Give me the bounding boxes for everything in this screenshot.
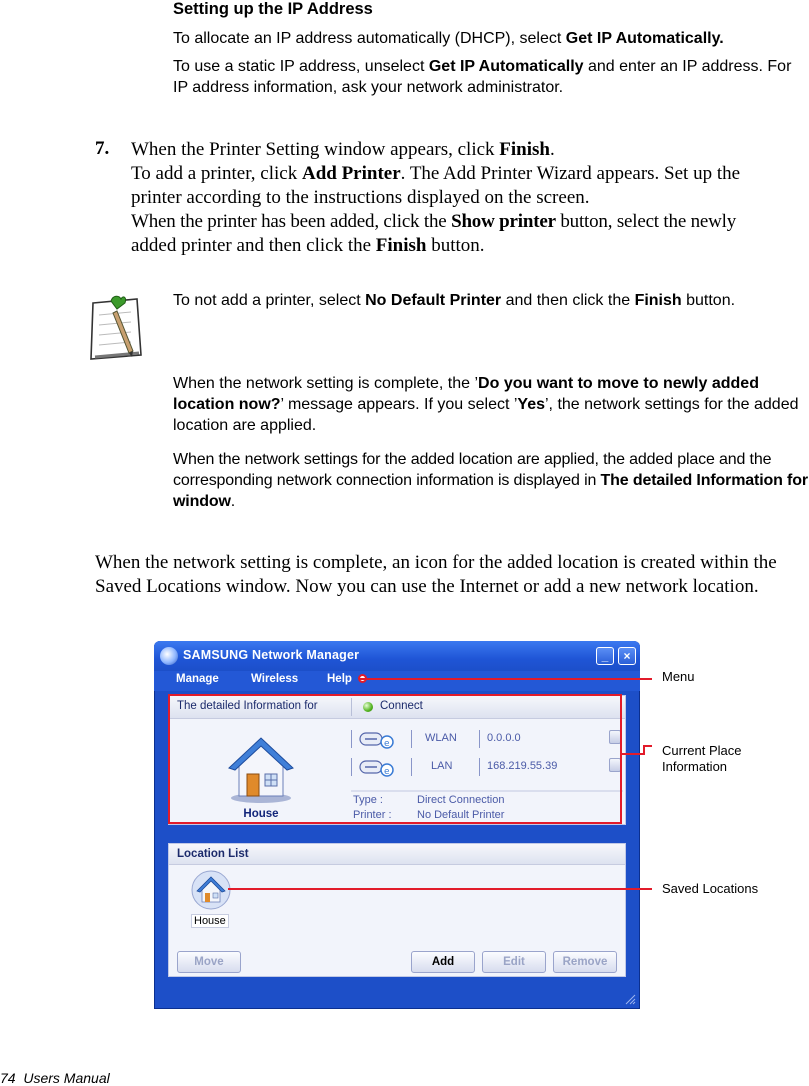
saved-locations-callout-line [228,888,652,890]
current-place-callout-line [622,694,652,824]
location-list-panel [168,843,626,951]
dhcp-paragraph: To allocate an IP address automatically (DHCP), select Get IP Automatically. [173,30,724,47]
title-bar [154,641,640,671]
type-value: Direct Connection [417,794,505,806]
connection-ip: 168.219.55.39 [487,760,558,772]
remove-button[interactable]: Remove [553,951,617,973]
current-place-callout-label: Current Place Information [662,743,742,774]
printer-value: No Default Printer [417,809,505,821]
resize-grip-icon[interactable] [624,993,636,1005]
menu-wireless[interactable]: Wireless [251,673,299,685]
move-button[interactable]: Move [177,951,241,973]
connection-status: Connect [380,700,423,712]
add-button[interactable]: Add [411,951,475,973]
house-icon[interactable] [191,870,231,910]
saved-locations-callout-label: Saved Locations [662,881,759,896]
minimize-button[interactable]: _ [596,647,614,665]
saved-location-name[interactable]: House [191,914,229,928]
step-7-text: When the Printer Setting window appears, click Finish. To add a printer, click Add Printer. The Add Printer Wizard appears. Set up the printer according to the instructions displayed on the screen. When the printer has been added, click the Show printer button, select the newly added printer and then click the Finish button. [131,139,741,256]
page-footer: 74 Users Manual [0,1070,110,1086]
button-bar [168,947,626,977]
connection-type: WLAN [425,732,457,744]
note-no-printer: To not add a printer, select No Default Printer and then click the Finish button. [173,292,736,309]
samsung-logo-icon [160,647,178,665]
note-move-location: When the network setting is complete, the ’Do you want to move to newly added location now?’ message appears. If you select ’Yes’, the network settings for the added location are applied. [173,375,799,434]
static-ip-paragraph: To use a static IP address, unselect Get IP Automatically and enter an IP address. For IP address information, ask your network administrator. [173,58,792,96]
connection-type: LAN [431,760,453,772]
detail-title: The detailed Information for [177,700,318,712]
window-title: SAMSUNG Network Manager [183,648,360,662]
menu-bar [154,671,640,691]
note-pencil-icon [87,293,145,361]
menu-help[interactable]: Help [327,673,352,685]
edit-button[interactable]: Edit [482,951,546,973]
current-place-callout-frame [168,694,622,824]
type-label: Type : [353,794,383,806]
menu-manage[interactable]: Manage [176,673,219,685]
location-list-title: Location List [177,848,249,860]
note-details-window: When the network settings for the added location are applied, the added place and the corresponding network connection information is displayed in The detailed Information for window. [173,451,808,510]
svg-text:e: e [384,739,390,749]
connection-ip: 0.0.0.0 [487,732,521,744]
close-button[interactable]: × [618,647,636,665]
step-number: 7. [95,138,110,159]
final-paragraph: When the network setting is complete, an icon for the added location is created within the Saved Locations window. Now you can use the Internet or add a new network location. [95,552,777,597]
svg-text:e: e [384,767,390,777]
current-place-name: House [243,808,279,820]
menu-callout-label: Menu [662,669,695,684]
printer-label: Printer : [353,809,392,821]
section-heading: Setting up the IP Address [173,0,373,18]
menu-callout-line [360,678,652,680]
location-list-header [169,844,625,865]
